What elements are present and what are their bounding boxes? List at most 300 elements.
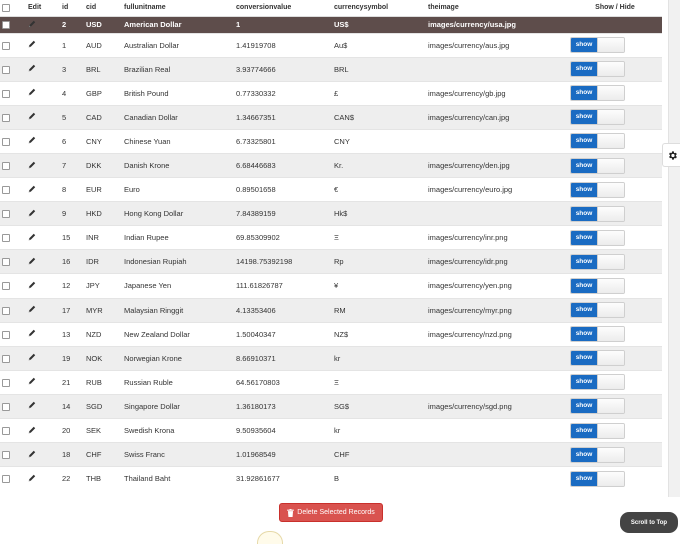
row-checkbox[interactable] [2,210,10,218]
row-checkbox[interactable] [2,379,10,387]
row-edit-cell[interactable] [26,57,60,81]
row-toggle-cell[interactable] [568,346,662,370]
row-checkbox[interactable] [2,162,10,170]
toggle-show-label: show [571,279,597,293]
cell-cid: SGD [84,394,122,418]
row-select-cell[interactable] [0,274,26,298]
toggle-off-half [597,448,625,462]
pencil-icon[interactable] [28,329,38,339]
cell-id: 20 [60,419,84,443]
row-select-cell[interactable] [0,226,26,250]
cell-id: 5 [60,105,84,129]
cell-id: 17 [60,298,84,322]
cell-theimage: images/currency/can.jpg [426,105,568,129]
table-row[interactable] [0,419,662,443]
pencil-icon[interactable] [28,209,38,219]
row-checkbox[interactable] [2,475,10,483]
cell-conversionvalue: 0.77330332 [234,81,332,105]
cell-currencysymbol: kr [332,346,426,370]
show-hide-toggle[interactable] [570,326,625,342]
row-toggle-cell[interactable] [568,202,662,226]
cell-fullunitname: Singapore Dollar [122,394,234,418]
row-select-cell[interactable] [0,298,26,322]
row-checkbox[interactable] [2,114,10,122]
cell-currencysymbol: Kr. [332,153,426,177]
row-checkbox[interactable] [2,66,10,74]
cell-conversionvalue: 111.61826787 [234,274,332,298]
cell-currencysymbol: € [332,178,426,202]
table-row[interactable] [0,178,662,202]
pencil-icon[interactable] [28,353,38,363]
cell-id: 12 [60,274,84,298]
row-edit-cell[interactable] [26,467,60,491]
row-select-cell[interactable] [0,57,26,81]
vertical-scrollbar[interactable] [668,0,680,497]
toggle-off-half [597,399,625,413]
row-toggle-cell[interactable] [568,250,662,274]
show-hide-toggle[interactable] [570,206,625,222]
cell-cid: NOK [84,346,122,370]
table-header-row [0,0,662,16]
cell-theimage [426,370,568,394]
cell-id: 19 [60,346,84,370]
cell-cid: DKK [84,153,122,177]
cell-theimage [426,346,568,370]
select-all-header[interactable] [0,0,26,16]
row-checkbox[interactable] [2,90,10,98]
row-toggle-cell[interactable] [568,322,662,346]
row-edit-cell[interactable] [26,250,60,274]
pencil-icon[interactable] [28,161,38,171]
cell-cid: USD [86,20,102,29]
cell-theimage: images/currency/aus.jpg [426,33,568,57]
pencil-icon[interactable] [28,88,38,98]
row-toggle-cell[interactable] [568,16,662,33]
row-select-cell[interactable] [0,178,26,202]
row-edit-cell[interactable] [26,370,60,394]
cell-currencysymbol: CHF [332,443,426,467]
cell-theimage: images/currency/idr.png [426,250,568,274]
cell-cid: JPY [84,274,122,298]
toggle-show-label: show [571,86,597,100]
table-row[interactable] [0,226,662,250]
cell-currencysymbol: Hk$ [332,202,426,226]
toggle-show-label: show [571,303,597,317]
row-checkbox[interactable] [2,138,10,146]
row-select-cell[interactable] [0,346,26,370]
cell-id: 7 [60,153,84,177]
row-select-cell[interactable] [0,16,26,33]
toggle-off-half [597,62,625,76]
pencil-icon[interactable] [28,233,38,243]
row-checkbox[interactable] [2,258,10,266]
settings-button[interactable] [662,143,680,167]
row-toggle-cell[interactable] [568,178,662,202]
cell-fullunitname: Swedish Krona [122,419,234,443]
pencil-icon[interactable] [28,401,38,411]
cell-id: 2 [62,20,67,29]
delete-selected-label: Delete Selected Records [297,509,375,516]
row-toggle-cell[interactable] [568,105,662,129]
cell-fullunitname: Australian Dollar [122,33,234,57]
cell-id: 3 [60,57,84,81]
row-select-cell[interactable] [0,81,26,105]
cell-fullunitname: Indian Rupee [122,226,234,250]
row-checkbox[interactable] [2,234,10,242]
header-conversionvalue[interactable]: conversionvalue [234,0,332,16]
toggle-off-half [597,38,625,52]
cell-conversionvalue: 6.68446683 [234,153,332,177]
show-hide-toggle[interactable] [570,85,625,101]
cell-id: 15 [60,226,84,250]
cell-theimage [426,129,568,153]
show-hide-toggle[interactable] [570,37,625,53]
row-select-cell[interactable] [0,419,26,443]
row-toggle-cell[interactable] [568,129,662,153]
row-toggle-cell[interactable] [568,33,662,57]
toggle-show-label: show [571,62,597,76]
cell-fullunitname: Japanese Yen [122,274,234,298]
cell-fullunitname: Danish Krone [122,153,234,177]
cell-theimage: images/currency/usa.jpg [428,20,516,29]
cell-theimage [426,467,568,491]
cell-cid: EUR [84,178,122,202]
cell-currencysymbol: Rp [332,250,426,274]
cell-currencysymbol: RM [332,298,426,322]
pencil-icon[interactable] [28,20,38,30]
show-hide-toggle[interactable] [570,471,625,487]
table-row[interactable] [0,443,662,467]
cell-cid: HKD [84,202,122,226]
row-checkbox[interactable] [2,21,10,29]
cell-fullunitname: Hong Kong Dollar [122,202,234,226]
row-edit-cell[interactable] [26,322,60,346]
cell-theimage: images/currency/euro.jpg [426,178,568,202]
show-hide-toggle[interactable] [570,447,625,463]
row-select-cell[interactable] [0,105,26,129]
toggle-off-half [597,159,625,173]
row-toggle-cell[interactable] [568,370,662,394]
pencil-icon[interactable] [28,305,38,315]
header-id[interactable]: id [60,0,84,16]
cell-conversionvalue: 9.50935604 [234,419,332,443]
cell-id: 16 [60,250,84,274]
cell-theimage [426,202,568,226]
row-select-cell[interactable] [0,129,26,153]
row-toggle-cell[interactable] [568,419,662,443]
row-edit-cell[interactable] [26,105,60,129]
cell-cid: GBP [84,81,122,105]
cell-currencysymbol: ¥ [332,274,426,298]
toggle-off-half [597,207,625,221]
table-row[interactable] [0,322,662,346]
toggle-off-half [597,472,625,486]
row-toggle-cell[interactable] [568,57,662,81]
cell-id: 18 [60,443,84,467]
table-row[interactable] [0,394,662,418]
cell-conversionvalue: 14198.75392198 [234,250,332,274]
header-show-hide[interactable]: Show / Hide [568,0,662,16]
cell-currencysymbol: CNY [332,129,426,153]
row-toggle-cell[interactable] [568,81,662,105]
cell-fullunitname: Chinese Yuan [122,129,234,153]
table-row[interactable] [0,467,662,491]
cell-fullunitname: Malaysian Ringgit [122,298,234,322]
footer-badge [257,531,283,544]
row-select-cell[interactable] [0,394,26,418]
row-checkbox[interactable] [2,427,10,435]
cell-conversionvalue: 69.85309902 [234,226,332,250]
table-row[interactable] [0,346,662,370]
row-checkbox[interactable] [2,307,10,315]
pencil-icon[interactable] [28,136,38,146]
cell-conversionvalue: 7.84389159 [234,202,332,226]
show-hide-toggle[interactable] [570,423,625,439]
pencil-icon[interactable] [28,112,38,122]
toggle-show-label: show [571,472,597,486]
delete-selected-button[interactable] [279,503,383,522]
header-fullunitname[interactable]: fullunitname [122,0,234,16]
row-checkbox[interactable] [2,42,10,50]
cell-currencysymbol: Ξ [332,370,426,394]
row-toggle-cell[interactable] [568,274,662,298]
pencil-icon[interactable] [28,474,38,484]
cell-cid: BRL [84,57,122,81]
table-row[interactable] [0,33,662,57]
row-edit-cell[interactable] [26,419,60,443]
cell-cid: AUD [84,33,122,57]
table-row[interactable] [0,16,662,33]
row-checkbox[interactable] [2,282,10,290]
cell-theimage [426,419,568,443]
select-all-checkbox[interactable] [2,4,10,12]
cell-conversionvalue: 1.01968549 [234,443,332,467]
row-toggle-cell[interactable] [568,394,662,418]
header-theimage[interactable]: theimage [426,0,568,16]
show-hide-toggle[interactable] [570,230,625,246]
row-select-cell[interactable] [0,370,26,394]
show-hide-toggle[interactable] [570,254,625,270]
cell-id: 8 [60,178,84,202]
cell-theimage: images/currency/myr.png [426,298,568,322]
cell-theimage: images/currency/den.jpg [426,153,568,177]
pencil-icon[interactable] [28,426,38,436]
table-row[interactable] [0,153,662,177]
header-edit[interactable]: Edit [26,0,60,16]
show-hide-toggle[interactable] [570,374,625,390]
row-edit-cell[interactable] [26,129,60,153]
row-edit-cell[interactable] [26,16,60,33]
row-edit-cell[interactable] [26,153,60,177]
cell-cid: MYR [84,298,122,322]
table-row[interactable] [0,57,662,81]
row-checkbox[interactable] [2,186,10,194]
toggle-off-half [597,375,625,389]
cell-currencysymbol: B [332,467,426,491]
cell-fullunitname: Indonesian Rupiah [122,250,234,274]
cell-conversionvalue: 4.13353406 [234,298,332,322]
show-hide-toggle[interactable] [570,182,625,198]
cell-id: 4 [60,81,84,105]
row-toggle-cell[interactable] [568,298,662,322]
toggle-off-half [597,183,625,197]
cell-currencysymbol: BRL [332,57,426,81]
table-row[interactable] [0,105,662,129]
row-select-cell[interactable] [0,322,26,346]
row-edit-cell[interactable] [26,202,60,226]
cell-conversionvalue: 8.66910371 [234,346,332,370]
show-hide-toggle[interactable] [570,158,625,174]
pencil-icon[interactable] [28,40,38,50]
pencil-icon[interactable] [28,281,38,291]
cell-id: 22 [60,467,84,491]
toggle-show-label: show [571,183,597,197]
toggle-off-half [597,110,625,124]
cell-theimage: images/currency/sgd.png [426,394,568,418]
show-hide-toggle[interactable] [570,61,625,77]
cell-theimage: images/currency/inr.png [426,226,568,250]
toggle-off-half [597,134,625,148]
toggle-show-label: show [571,207,597,221]
pencil-icon[interactable] [28,64,38,74]
table-row[interactable] [0,202,662,226]
table-row[interactable] [0,370,662,394]
cell-currencysymbol: US$ [334,20,349,29]
cell-fullunitname: American Dollar [124,20,182,29]
row-toggle-cell[interactable] [568,153,662,177]
row-select-cell[interactable] [0,467,26,491]
toggle-off-half [597,327,625,341]
row-checkbox[interactable] [2,331,10,339]
pencil-icon[interactable] [28,185,38,195]
row-edit-cell[interactable] [26,81,60,105]
toggle-off-half [597,279,625,293]
toggle-off-half [597,255,625,269]
toggle-show-label: show [571,375,597,389]
toggle-show-label: show [571,424,597,438]
toggle-show-label: show [571,351,597,365]
toggle-show-label: show [571,255,597,269]
header-cid[interactable]: cid [84,0,122,16]
cell-fullunitname: New Zealand Dollar [122,322,234,346]
cell-cid: CNY [84,129,122,153]
toggle-off-half [597,351,625,365]
table-row[interactable] [0,298,662,322]
cell-cid: NZD [84,322,122,346]
show-hide-toggle[interactable] [570,133,625,149]
cell-fullunitname: Norwegian Krone [122,346,234,370]
row-edit-cell[interactable] [26,394,60,418]
cell-currencysymbol: £ [332,81,426,105]
row-checkbox[interactable] [2,451,10,459]
toggle-off-half [597,231,625,245]
show-hide-toggle[interactable] [570,398,625,414]
pencil-icon[interactable] [28,257,38,267]
cell-theimage [426,57,568,81]
cell-cid: THB [84,467,122,491]
scroll-to-top-button[interactable] [620,512,678,533]
cell-cid: RUB [84,370,122,394]
show-hide-toggle[interactable] [570,109,625,125]
cell-conversionvalue: 31.92861677 [234,467,332,491]
row-edit-cell[interactable] [26,226,60,250]
row-select-cell[interactable] [0,33,26,57]
row-toggle-cell[interactable] [568,443,662,467]
row-edit-cell[interactable] [26,346,60,370]
row-checkbox[interactable] [2,355,10,363]
cell-theimage: images/currency/nzd.png [426,322,568,346]
cell-currencysymbol: SG$ [332,394,426,418]
row-select-cell[interactable] [0,202,26,226]
cell-cid: CAD [84,105,122,129]
show-hide-toggle[interactable] [570,278,625,294]
table-row[interactable] [0,129,662,153]
show-hide-toggle[interactable] [570,350,625,366]
cell-cid: INR [84,226,122,250]
cell-fullunitname: Brazilian Real [122,57,234,81]
pencil-icon[interactable] [28,377,38,387]
cell-currencysymbol: Au$ [332,33,426,57]
cell-currencysymbol: CAN$ [332,105,426,129]
pencil-icon[interactable] [28,450,38,460]
cell-fullunitname: Russian Ruble [122,370,234,394]
cell-currencysymbol: Ξ [332,226,426,250]
gear-icon [667,150,678,161]
table-row[interactable] [0,81,662,105]
trash-icon [287,509,294,517]
toggle-off-half [597,86,625,100]
cell-id: 1 [60,33,84,57]
toggle-show-label: show [571,448,597,462]
table-row[interactable] [0,274,662,298]
row-edit-cell[interactable] [26,298,60,322]
row-toggle-cell[interactable] [568,226,662,250]
row-edit-cell[interactable] [26,178,60,202]
row-select-cell[interactable] [0,443,26,467]
cell-fullunitname: British Pound [122,81,234,105]
row-toggle-cell[interactable] [568,467,662,491]
cell-id: 6 [60,129,84,153]
row-edit-cell[interactable] [26,33,60,57]
cell-id: 9 [60,202,84,226]
toggle-show-label: show [571,110,597,124]
cell-id: 21 [60,370,84,394]
cell-id: 13 [60,322,84,346]
cell-theimage [426,443,568,467]
cell-cid: CHF [84,443,122,467]
toggle-show-label: show [571,327,597,341]
cell-currencysymbol: NZ$ [332,322,426,346]
table-body [0,16,662,491]
row-edit-cell[interactable] [26,274,60,298]
cell-conversionvalue: 0.89501658 [234,178,332,202]
show-hide-toggle[interactable] [570,302,625,318]
toggle-off-half [597,303,625,317]
cell-conversionvalue: 1.34667351 [234,105,332,129]
cell-cid: IDR [84,250,122,274]
row-select-cell[interactable] [0,153,26,177]
header-currencysymbol[interactable]: currencysymbol [332,0,426,16]
row-edit-cell[interactable] [26,443,60,467]
cell-conversionvalue: 64.56170803 [234,370,332,394]
toggle-show-label: show [571,134,597,148]
cell-conversionvalue: 1.36180173 [234,394,332,418]
row-select-cell[interactable] [0,250,26,274]
row-checkbox[interactable] [2,403,10,411]
table-row[interactable] [0,250,662,274]
cell-conversionvalue: 1.41919708 [234,33,332,57]
cell-fullunitname: Euro [122,178,234,202]
